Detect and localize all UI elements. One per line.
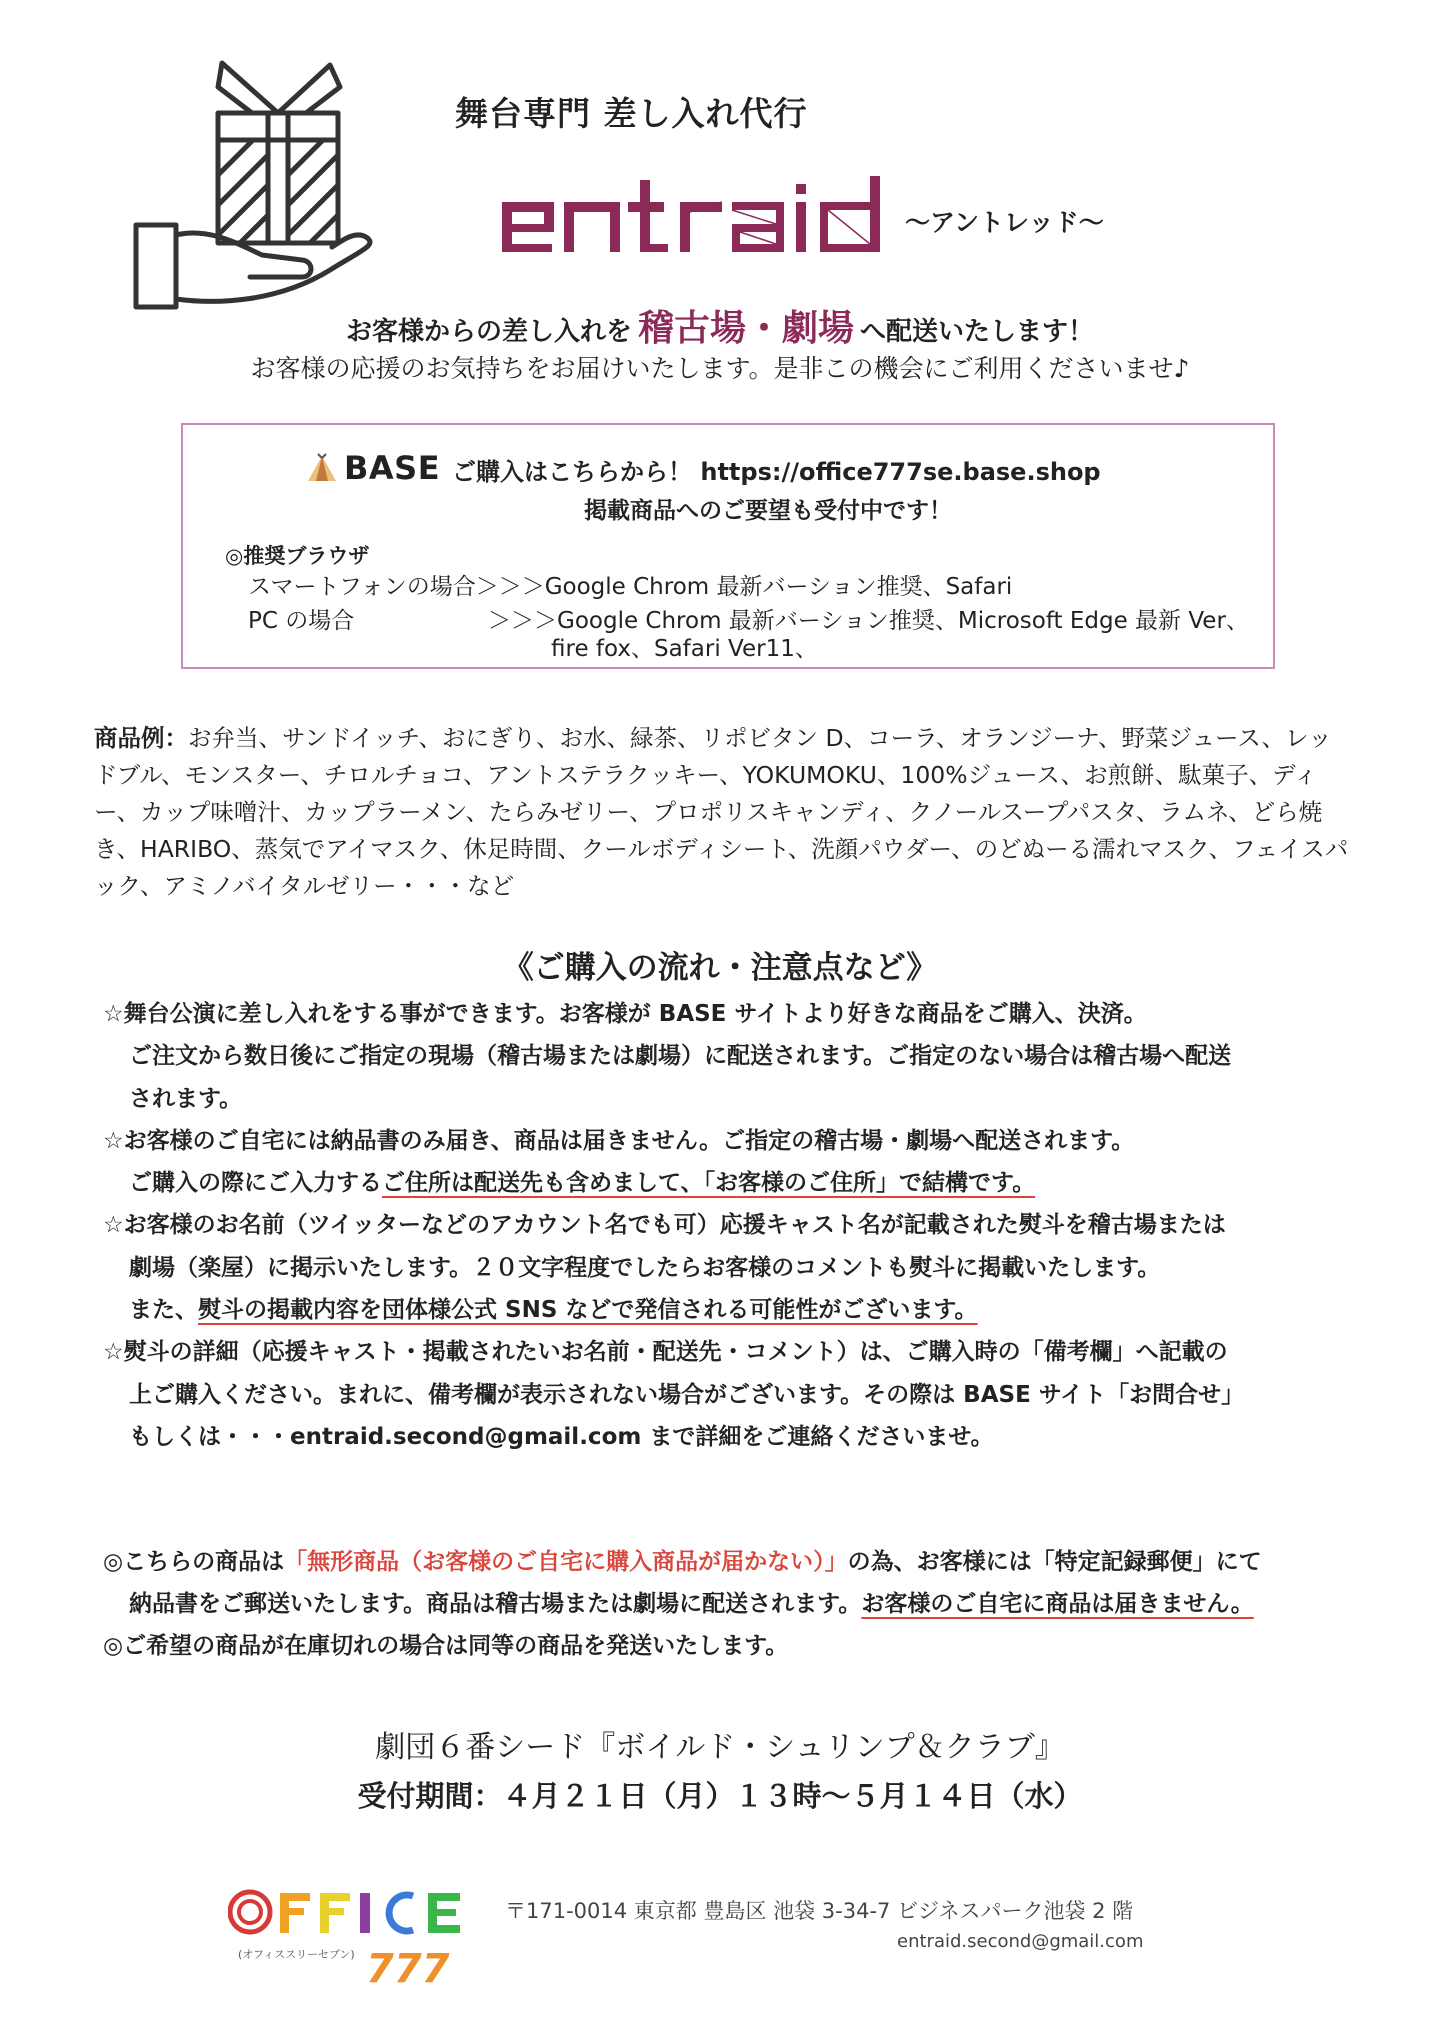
headline-highlight: 稽古場・劇場 <box>637 308 854 349</box>
base-logo <box>306 449 440 487</box>
note-line <box>103 1541 1363 1583</box>
reception-period: 受付期間：４月２１日（月）１３時〜５月１４日（水） <box>357 1779 1083 1813</box>
flow-line: されます。 <box>129 1085 243 1112</box>
product-examples-text: お弁当、サンドイッチ、おにぎり、お水、緑茶、リポビタン D、コーラ、オランジーナ、野菜ジュース、レッドブル、モンスター、チロルチョコ、アントステラクッキー、YOKUMOKU、100%ジュース、お煎餅、駄菓子、ディー、カップ味噌汁、カップラーメン、たらみゼリー、プロポリスキャンディ、クノールスープパスタ、ラムネ、どら焼き、HARIBO、蒸気でアイマスク、休足時間、クールボディシート、洗顔パウダー、のどぬーる濡れマスク、フェイスパック、アミノバイタルゼリー・・・など <box>94 724 1349 900</box>
flow-notes <box>103 993 1363 1458</box>
browser-title: ◎推奨ブラウザ <box>225 544 370 568</box>
flow-line: もしくは・・・entraid.second@gmail.com まで詳細をご連絡くださいませ。 <box>129 1423 994 1450</box>
browser-pc-value: ＞＞＞Google Chrom 最新バーション推奨、Microsoft Edge 最新 Ver、 <box>488 608 1249 634</box>
flow-line: ☆舞台公演に差し入れをする事ができます。お客様が BASE サイトより好きな商品をご購入、決済。 <box>103 1001 1147 1027</box>
product-examples <box>94 720 1354 905</box>
flow-line: 劇場（楽屋）に掲示いたします。２０文字程度でしたらお客様のコメントも熨斗に掲載いたします。 <box>129 1254 1161 1281</box>
flow-text: また、 <box>129 1297 198 1324</box>
flow-underlined-text: 熨斗の掲載内容を団体様公式 SNS などで発信される可能性がございます。 <box>198 1297 978 1324</box>
base-logo-text: BASE <box>344 449 441 487</box>
show-title: 劇団６番シード『ボイルド・シュリンプ＆クラブ』 <box>375 1730 1065 1765</box>
flow-underlined-text: ご住所は配送先も含めまして、「お客様のご住所」で結構です。 <box>382 1170 1036 1197</box>
request-line: 掲載商品へのご要望も受付中です！ <box>584 498 952 524</box>
important-notes <box>103 1541 1363 1667</box>
contact-email[interactable]: entraid.second@gmail.com <box>897 1931 1144 1952</box>
browser-smartphone: スマートフォンの場合＞＞＞Google Chrom 最新バーション推奨、Safari <box>248 574 1013 600</box>
note-red-text: 「無形商品（お客様のご自宅に購入商品が届かない）」 <box>284 1549 848 1575</box>
office-logo-number: 777 <box>366 1946 450 1988</box>
note-line <box>103 1583 1363 1625</box>
flow-line <box>103 1289 1363 1331</box>
note-line: ◎ご希望の商品が在庫切れの場合は同等の商品を発送いたします。 <box>103 1633 789 1659</box>
browser-pc-value-2: fire fox、Safari Ver11、 <box>551 636 818 662</box>
browser-pc-label: PC の場合 <box>248 608 355 634</box>
flow-title: 《ご購入の流れ・注意点など》 <box>502 950 938 986</box>
headline-post: へ配送いたします！ <box>860 317 1095 347</box>
note-text: ◎こちらの商品は <box>103 1549 285 1575</box>
subline: お客様の応援のお気持ちをお届けいたします。是非この機会にご利用くださいませ♪ <box>250 354 1190 383</box>
entraid-logo <box>500 172 890 262</box>
flow-line: ☆お客様のご自宅には納品書のみ届き、商品は届きません。ご指定の稽古場・劇場へ配送されます。 <box>103 1127 1135 1154</box>
tent-icon <box>306 453 338 483</box>
headline <box>0 300 1440 351</box>
logo-kana: 〜アントレッド〜 <box>905 208 1104 237</box>
product-examples-label: 商品例： <box>94 724 188 752</box>
note-text: の為、お客様には「特定記録郵便」にて <box>847 1549 1262 1575</box>
note-text: 納品書をご郵送いたします。商品は稽古場または劇場に配送されます。 <box>129 1591 862 1617</box>
flow-line: ☆お客様のお名前（ツイッターなどのアカウント名でも可）応援キャスト名が記載された熨斗を稽古場または <box>103 1212 1226 1239</box>
buy-link-line[interactable]: ご購入はこちらから！ https://office777se.base.shop <box>452 458 1101 486</box>
gift-hand-icon <box>130 55 380 315</box>
flow-text: ご購入の際にご入力する <box>129 1170 382 1197</box>
flow-line: ご注文から数日後にご指定の現場（稽古場または劇場）に配送されます。ご指定のない場合は稽古場へ配送 <box>129 1043 1232 1070</box>
office777-logo <box>228 1888 483 1988</box>
tagline: 舞台専門 差し入れ代行 <box>455 94 808 133</box>
flow-line <box>103 1162 1363 1204</box>
flow-line: ☆熨斗の詳細（応援キャスト・掲載されたいお名前・配送先・コメント）は、ご購入時の「備考欄」へ記載の <box>103 1339 1228 1366</box>
company-address: 〒171-0014 東京都 豊島区 池袋 3-34-7 ビジネスパーク池袋 2 階 <box>505 1899 1134 1923</box>
headline-pre: お客様からの差し入れを <box>345 317 632 347</box>
flow-line: 上ご購入ください。まれに、備考欄が表示されない場合がございます。その際は BASE サイト「お問合せ」 <box>129 1381 1245 1408</box>
office-logo-kana: (オフィススリーセブン) <box>238 1948 355 1961</box>
note-underlined-text: お客様のご自宅に商品は届きません。 <box>861 1591 1254 1617</box>
